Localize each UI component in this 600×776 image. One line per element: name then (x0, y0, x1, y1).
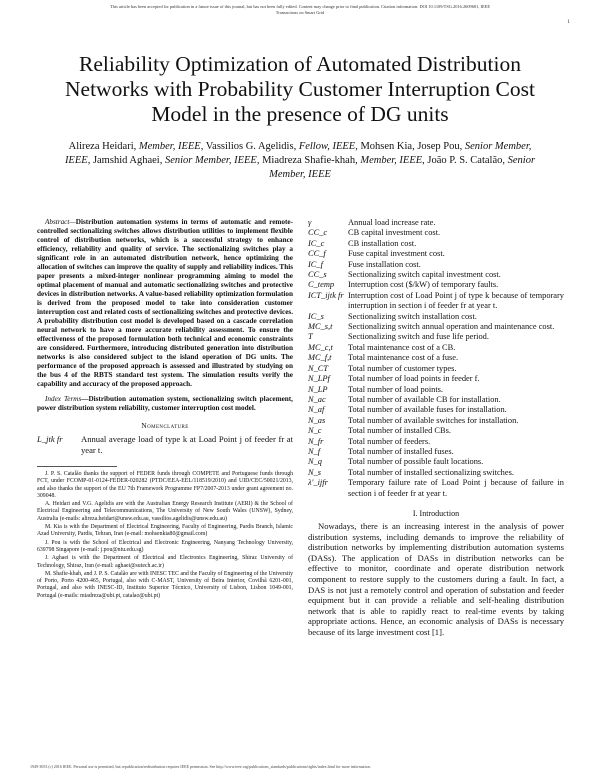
nomenclature-row (308, 280, 564, 290)
author-role: Fellow, IEEE (298, 141, 356, 152)
author-name: Vassilios G. Agelidis (205, 141, 294, 152)
nomenclature-description: Total number of installed sectionalizing switches. (348, 467, 514, 477)
nomenclature-right (308, 218, 564, 499)
nomenclature-left (37, 434, 293, 456)
footnote: M. Shafie-khah, and J. P. S. Catalão are with INESC TEC and the Faculty of Engineering of the University of Porto, Porto 4200-465, Portugal, also with C-MAST, University of Beira Interior, Covilhã 6201-001, Portugal, and also with INESC-ID, Instituto Superior Técnico, University of Lisbon, Lisbon 1049-001, Portugal (e-mails: miadreza@ubi.pt, catalao@ubi.pt) (37, 570, 293, 599)
author: Mohsen Kia, (360, 141, 418, 152)
nomenclature-symbol: γ (308, 218, 312, 227)
nomenclature-symbol: N_CT (308, 363, 329, 373)
nomenclature-description: Total number of available switches for installation. (348, 415, 519, 425)
nomenclature-description: Interruption cost of Load Point j of type k because of temporary interruption in section i of feeder fr at year t. (348, 290, 564, 311)
nomenclature-symbol: N_af (308, 405, 325, 415)
nomenclature-symbol: L_jtk fr (37, 434, 63, 444)
nomenclature-row (308, 291, 564, 312)
nomenclature-symbol: N_s (308, 467, 322, 477)
index-terms-lead: Index Terms (45, 395, 82, 403)
footnote: A. Heidari and V.G. Agelidis are with the Australian Energy Research Institute (AERI) & the School of Electrical Engineering and Telecommunications, The University of New South Wales (UNSW), Sydney, Australia (e-mails: alireza.heidari@unsw.edu.au, vassilios.agelidis@unsw.edu.au) (37, 501, 293, 522)
right-column (308, 218, 564, 638)
nomenclature-row (308, 457, 564, 467)
nomenclature-description: Total number of feeders. (348, 436, 431, 446)
author-role: Member, IEEE (360, 155, 423, 166)
nomenclature-symbol: N_as (308, 415, 326, 425)
abstract-text: Distribution automation systems in terms of automatic and remote-controlled sectionalizing switches allows distribution utilities to implement flexible control of distribution networks, which is a successful strategy to enhance efficiency, reliability and quality of service. The sectionalizing switches play a significant role in an automated distribution network, hence optimizing the allocation of switches can improve the quality of supply and reliability indices. This paper presents a mixed-integer nonlinear programming aiming to model the optimal placement of manual and automatic sectionalizing switches and protective devices in distribution networks. A value-based reliability optimization formulation is derived from the proposed model to take into consideration customer interruption cost and related costs of sectionalizing switches and protective devices. A probability distribution cost model is developed based on a cascade correlation neural network to have a more accurate reliability assessment. To ensure the effectiveness of the proposed formulation both technical and economic constraints are considered. Furthermore, introducing distributed generation into distribution networks is also considered subject to the island operation of DG units. The performance of the proposed approach is assessed and illustrated by studying on the bus 4 of the RBTS standard test system. The simulation results verify the capability and accuracy of the proposed approach. (37, 218, 293, 388)
nomenclature-description: CB installation cost. (348, 238, 417, 248)
nomenclature-description: Total number of installed CBs. (348, 426, 451, 436)
nomenclature-symbol: CC_c (308, 228, 328, 238)
author: Josep Pou, Senior Member, IEEE, (64, 141, 532, 166)
footnote: J. Pou is with the School of Electrical and Electronic Engineering, Nanyang Technology University, 639798 Singapore (e-mail: j.pou@ntu.edu.sg) (37, 539, 293, 553)
author-role: Senior Member, IEEE (64, 141, 532, 166)
copyright-footer: 1949-3053 (c) 2016 IEEE. Personal use is permitted, but republication/redistribution requires IEEE permission. See http://www.ieee.org/publications_standards/publications/rights/index.html for more information. (30, 764, 371, 769)
nomenclature-description: Total number of available fuses for installation. (348, 405, 507, 415)
author: Jamshid Aghaei, Senior Member, IEEE, (92, 155, 263, 166)
nomenclature-symbol: IC_f (308, 259, 323, 269)
nomenclature-row (308, 478, 564, 499)
nomenclature-symbol: CC_f (308, 249, 326, 259)
page-number: 1 (567, 19, 570, 25)
nomenclature-symbol: C_temp (308, 280, 335, 290)
nomenclature-symbol: N_LP (308, 384, 328, 394)
author-name: Jamshid Aghaei (92, 155, 160, 166)
nomenclature-symbol: MC_c,t (308, 342, 333, 352)
footnote-rule (37, 466, 117, 467)
footnote: M. Kia is with the Department of Electrical Engineering, Faculty of Engineering, Pardis Branch, Islamic Azad University, Pardis, Tehran, Iran (e-mail: mohsenkia80@gmail.com) (37, 524, 293, 538)
author-list (60, 140, 540, 182)
nomenclature-row (308, 249, 564, 259)
nomenclature-description: Annual load increase rate. (348, 218, 436, 227)
nomenclature-symbol: λ'_ijfr (308, 478, 328, 488)
author-name: João P. S. Catalão (427, 155, 503, 166)
author-name: Alireza Heidari (68, 141, 134, 152)
nomenclature-row (308, 228, 564, 238)
author: Miadreza Shafie-khah, Member, IEEE, (262, 155, 428, 166)
nomenclature-row (308, 260, 564, 270)
nomenclature-row (308, 270, 564, 280)
nomenclature-row (308, 468, 564, 478)
nomenclature-symbol: MC_f,t (308, 353, 332, 363)
nomenclature-row (308, 416, 564, 426)
journal-name: Transactions on Smart Grid (275, 10, 325, 15)
nomenclature-row (308, 322, 564, 332)
page-header (30, 4, 570, 16)
nomenclature-symbol: N_q (308, 457, 322, 467)
nomenclature-row (308, 395, 564, 405)
nomenclature-symbol: N_c (308, 426, 322, 436)
nomenclature-description: Total number of load points. (348, 384, 444, 394)
nomenclature-description: Total number of available CB for installation. (348, 394, 501, 404)
footnote: J. Aghaei is with the Department of Electrical and Electronics Engineering, Shiraz University of Technology, Shiraz, Iran (e-mail: aghaei@sutech.ac.ir) (37, 555, 293, 569)
paper-title: Reliability Optimization of Automated Distribution Networks with Probability Customer Interruption Cost Model in the presence of DG units (65, 52, 535, 126)
nomenclature-description: Total number of load points in feeder f. (348, 374, 480, 384)
nomenclature-row (37, 434, 293, 456)
nomenclature-row (308, 364, 564, 374)
nomenclature-description: Sectionalizing switch and fuse life period. (348, 332, 489, 342)
nomenclature-row (308, 239, 564, 249)
nomenclature-row (308, 385, 564, 395)
nomenclature-row (308, 218, 564, 228)
nomenclature-row (308, 353, 564, 363)
nomenclature-symbol: N_f (308, 446, 321, 456)
author-name: Miadreza Shafie-khah (262, 155, 356, 166)
nomenclature-row (308, 437, 564, 447)
left-column (37, 218, 293, 601)
nomenclature-description: Annual average load of type k at Load Point j of feeder fr at year t. (81, 434, 293, 455)
abstract (37, 218, 293, 389)
nomenclature-description: Temporary failure rate of Load Point j because of failure in section i of feeder fr at year t. (348, 478, 564, 498)
author: Vassilios G. Agelidis, Fellow, IEEE, (205, 141, 361, 152)
nomenclature-description: Sectionalizing switch capital investment cost. (348, 270, 501, 280)
nomenclature-description: Total number of possible fault locations. (348, 457, 484, 467)
nomenclature-symbol: N_fr (308, 436, 324, 446)
abstract-lead: Abstract— (45, 218, 76, 226)
nomenclature-symbol: N_ac (308, 394, 326, 404)
nomenclature-symbol: CC_s (308, 270, 327, 280)
author: João P. S. Catalão, Senior Member, IEEE (269, 155, 536, 180)
nomenclature-row (308, 426, 564, 436)
nomenclature-row (308, 447, 564, 457)
nomenclature-symbol: N_LPf (308, 374, 330, 384)
nomenclature-description: Fuse installation cost. (348, 259, 421, 269)
footnotes (37, 471, 293, 600)
nomenclature-heading: Nomenclature (141, 421, 189, 430)
author-name: Mohsen Kia (360, 141, 413, 152)
nomenclature-row (308, 405, 564, 415)
nomenclature-row (308, 374, 564, 384)
introduction-text: Nowadays, there is an increasing interest in the analysis of power distribution systems, including demands to improve the reliability of distribution networks by implementing distribution automation systems (DASs). The application of DASs in distribution networks can be effective to monitor, coordinate and operate distribution network component to restore supply to the customers during a fault. In fact, a DAS is not just a remotely control and operation of substation and feeder equipment but it can provide a reliable and self-healing distribution network that is able to rapidly react to real-time events by taking appropriate actions. Hence, an economic analysis of DASs is necessary because of its large investment cost [1]. (308, 520, 564, 637)
nomenclature-row (308, 312, 564, 322)
accepted-notice: This article has been accepted for publication in a future issue of this journal, but has not been fully edited. Content may change prior to final publication. Citation information: DOI 10.1109/TSG.2016.2609681, IEEE (109, 4, 491, 9)
nomenclature-row (308, 332, 564, 342)
nomenclature-symbol: MC_s,t (308, 322, 333, 332)
footnote: J. P. S. Catalão thanks the support of FEDER funds through COMPETE and Portuguese funds through FCT, under FCOMP-01-0124-FEDER-020282 (PTDC/EEA-EEL/118519/2010) and UID/CEC/50021/2013, and also thanks the support of the EU 7th Framework Programme FP7/2007-2013 under grant agreement no. 309048. (37, 471, 293, 499)
index-terms (37, 395, 293, 413)
nomenclature-description: Interruption cost ($/kW) of temporary faults. (348, 280, 499, 290)
nomenclature-symbol: T (308, 332, 313, 342)
nomenclature-description: Sectionalizing switch annual operation and maintenance cost. (348, 322, 555, 332)
author-role: Member, IEEE (138, 141, 201, 152)
nomenclature-description: CB capital investment cost. (348, 228, 441, 238)
nomenclature-description: Sectionalizing switch installation cost. (348, 311, 477, 321)
nomenclature-symbol: IC_c (308, 238, 325, 248)
author: Alireza Heidari, Member, IEEE, (68, 141, 206, 152)
nomenclature-description: Fuse capital investment cost. (348, 249, 445, 259)
introduction-heading: I. Introduction (412, 508, 460, 518)
nomenclature-symbol: IC_s (308, 311, 324, 321)
author-role: Senior Member, IEEE (269, 155, 536, 180)
nomenclature-description: Total maintenance cost of a fuse. (348, 353, 459, 363)
author-name: Josep Pou (417, 141, 460, 152)
author-role: Senior Member, IEEE (164, 155, 257, 166)
nomenclature-description: Total number of customer types. (348, 363, 457, 373)
nomenclature-description: Total maintenance cost of a CB. (348, 342, 456, 352)
nomenclature-symbol: ICT_ijtk fr (308, 290, 344, 300)
nomenclature-row (308, 343, 564, 353)
nomenclature-description: Total number of installed fuses. (348, 446, 454, 456)
index-terms-text: —Distribution automation system, sectionalizing switch placement, power distribution system reliability, customer interruption cost model. (37, 395, 293, 412)
